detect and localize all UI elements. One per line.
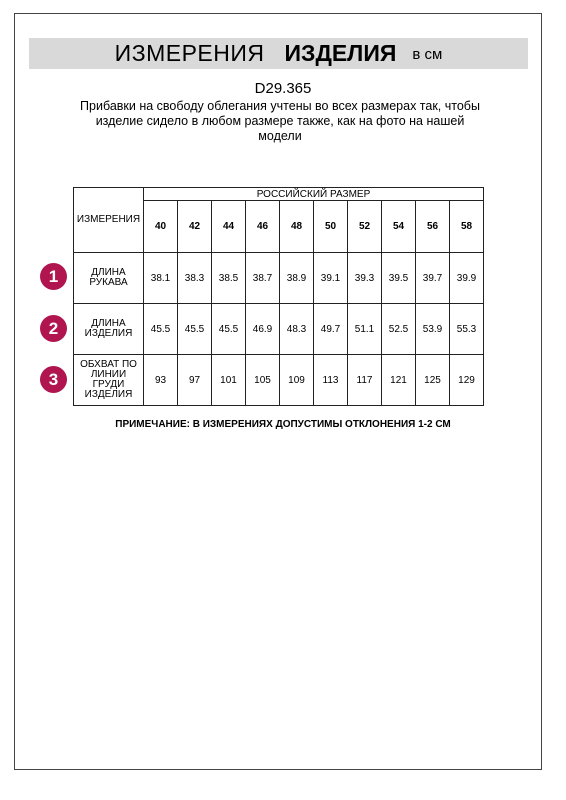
tolerance-note: ПРИМЕЧАНИЕ: В ИЗМЕРЕНИЯХ ДОПУСТИМЫ ОТКЛОНЕНИЯ 1-2 СМ bbox=[115, 419, 451, 430]
table-row bbox=[74, 355, 484, 406]
value-cell: 117 bbox=[348, 355, 382, 406]
value-cell: 39.7 bbox=[416, 253, 450, 304]
title-product: ИЗДЕЛИЯ bbox=[284, 40, 397, 66]
title-unit: в см bbox=[412, 46, 443, 63]
value-cell: 129 bbox=[450, 355, 484, 406]
value-cell: 38.3 bbox=[178, 253, 212, 304]
row-number-badge: 3 bbox=[40, 366, 67, 393]
size-header: 42 bbox=[178, 201, 212, 253]
size-header: 52 bbox=[348, 201, 382, 253]
row-label-sleeve-length: ДЛИНА РУКАВА bbox=[74, 253, 144, 304]
size-header: 54 bbox=[382, 201, 416, 253]
value-cell: 53.9 bbox=[416, 304, 450, 355]
value-cell: 39.1 bbox=[314, 253, 348, 304]
title-measurements: ИЗМЕРЕНИЯ bbox=[114, 40, 265, 66]
size-header: 58 bbox=[450, 201, 484, 253]
title-bar bbox=[29, 38, 528, 69]
value-cell: 48.3 bbox=[280, 304, 314, 355]
measurements-header: ИЗМЕРЕНИЯ bbox=[74, 188, 144, 253]
value-cell: 113 bbox=[314, 355, 348, 406]
value-cell: 39.3 bbox=[348, 253, 382, 304]
row-label-chest-girth: ОБХВАТ ПО ЛИНИИ ГРУДИ ИЗДЕЛИЯ bbox=[74, 355, 144, 406]
value-cell: 45.5 bbox=[178, 304, 212, 355]
value-cell: 38.9 bbox=[280, 253, 314, 304]
value-cell: 55.3 bbox=[450, 304, 484, 355]
size-header: 56 bbox=[416, 201, 450, 253]
value-cell: 93 bbox=[144, 355, 178, 406]
size-header: 46 bbox=[246, 201, 280, 253]
value-cell: 39.5 bbox=[382, 253, 416, 304]
table-row bbox=[74, 304, 484, 355]
size-header: 44 bbox=[212, 201, 246, 253]
value-cell: 125 bbox=[416, 355, 450, 406]
size-header: 40 bbox=[144, 201, 178, 253]
row-number-badge: 1 bbox=[40, 263, 67, 290]
value-cell: 38.1 bbox=[144, 253, 178, 304]
value-cell: 105 bbox=[246, 355, 280, 406]
article-code: D29.365 bbox=[254, 80, 312, 97]
value-cell: 97 bbox=[178, 355, 212, 406]
value-cell: 49.7 bbox=[314, 304, 348, 355]
value-cell: 39.9 bbox=[450, 253, 484, 304]
value-cell: 45.5 bbox=[212, 304, 246, 355]
value-cell: 121 bbox=[382, 355, 416, 406]
value-cell: 38.7 bbox=[246, 253, 280, 304]
size-header: 50 bbox=[314, 201, 348, 253]
value-cell: 38.5 bbox=[212, 253, 246, 304]
intro-note: Прибавки на свободу облегания учтены во всех размерах так, чтобы изделие сидело в любом размере также, как на фото на нашей модели bbox=[80, 99, 480, 143]
row-label-garment-length: ДЛИНА ИЗДЕЛИЯ bbox=[74, 304, 144, 355]
value-cell: 46.9 bbox=[246, 304, 280, 355]
size-table bbox=[73, 187, 484, 406]
size-header: 48 bbox=[280, 201, 314, 253]
row-number-badge: 2 bbox=[40, 315, 67, 342]
value-cell: 101 bbox=[212, 355, 246, 406]
table-row bbox=[74, 253, 484, 304]
size-group-header: РОССИЙСКИЙ РАЗМЕР bbox=[144, 188, 484, 201]
value-cell: 109 bbox=[280, 355, 314, 406]
value-cell: 45.5 bbox=[144, 304, 178, 355]
value-cell: 52.5 bbox=[382, 304, 416, 355]
value-cell: 51.1 bbox=[348, 304, 382, 355]
